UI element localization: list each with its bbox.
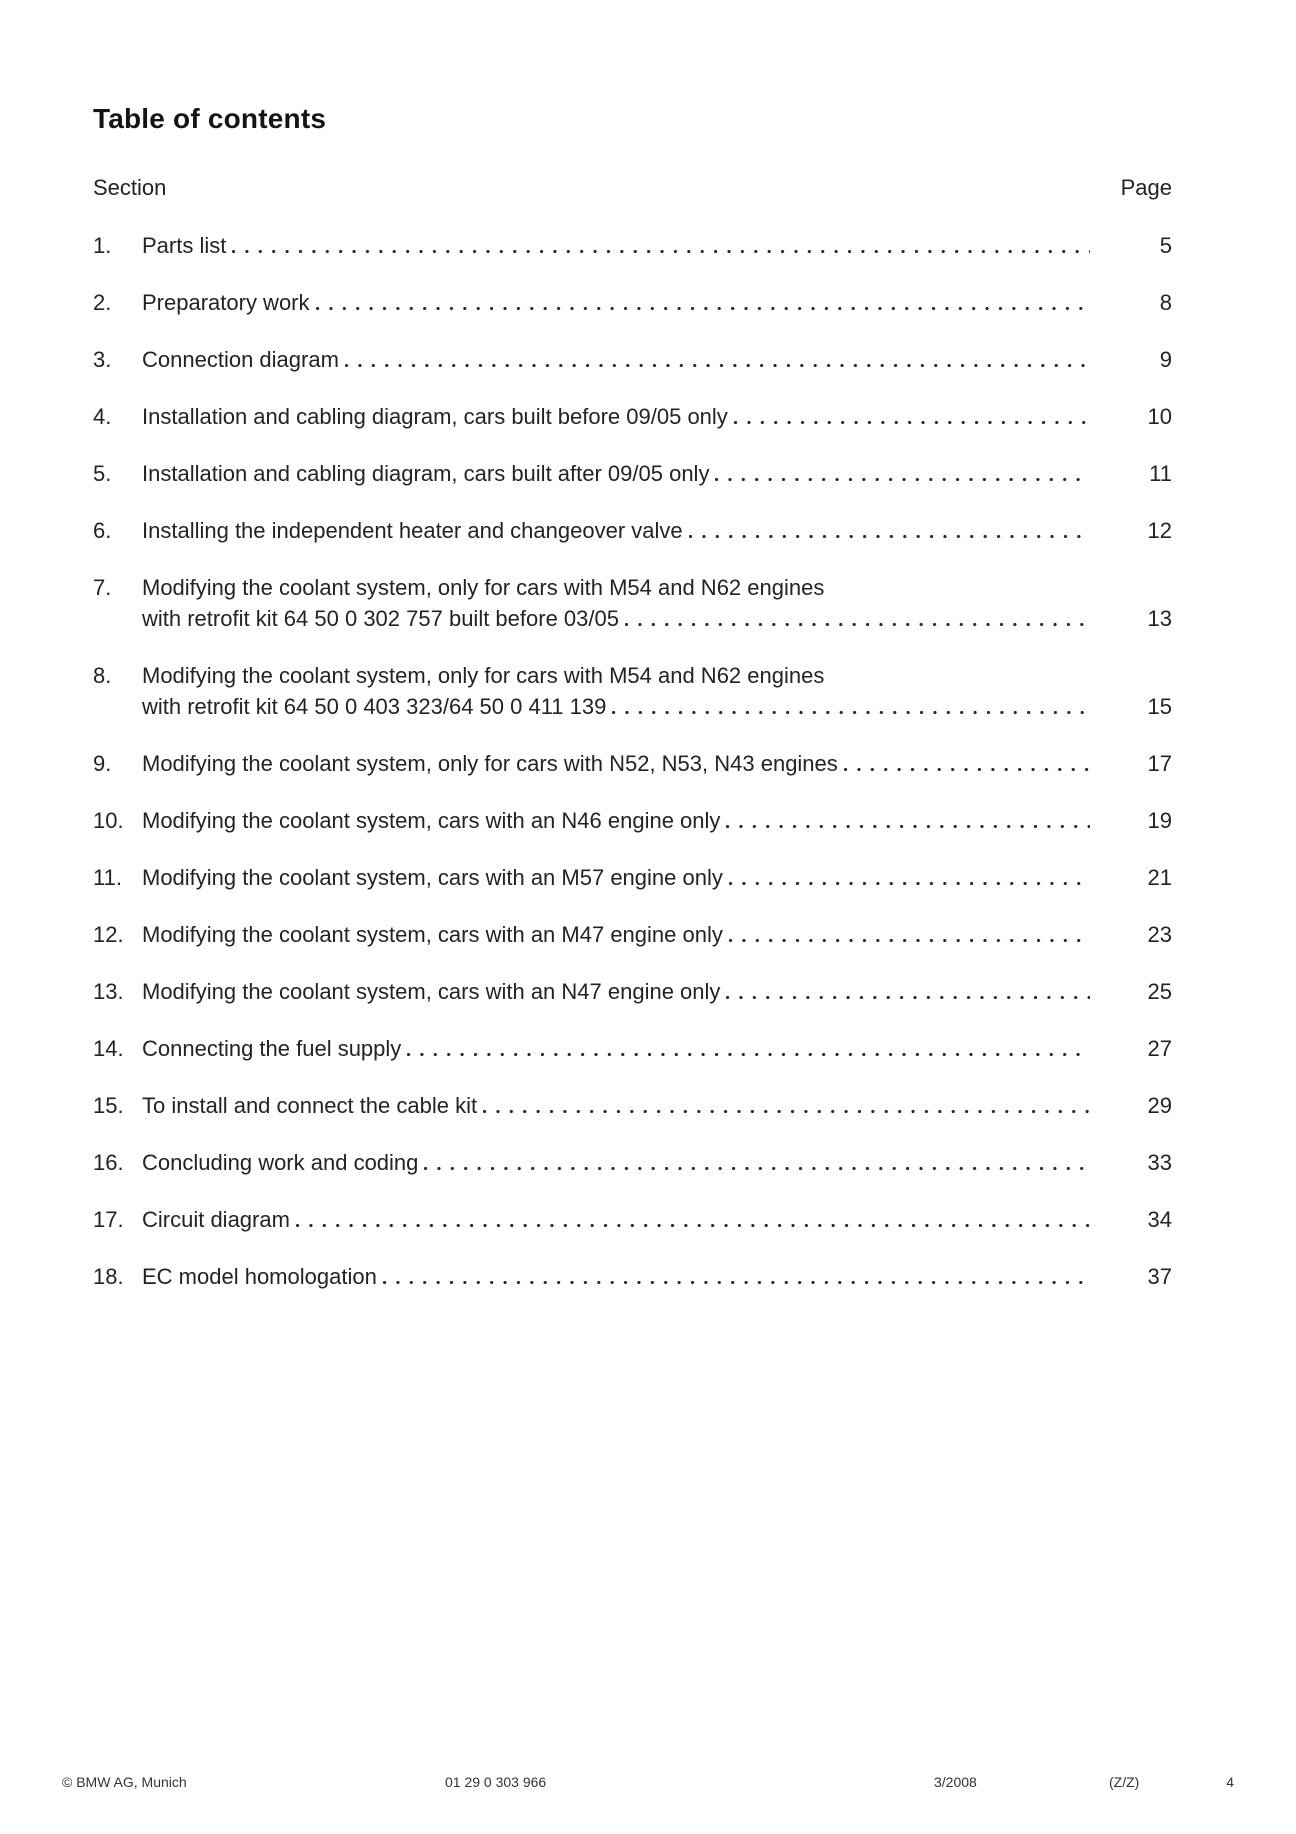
toc-entry-page: 9 xyxy=(1159,347,1172,372)
toc-entry-number: 16. xyxy=(93,1150,124,1175)
toc-leader-dots xyxy=(316,307,1090,310)
toc-leader-dots xyxy=(734,421,1090,424)
page-column-header: Page xyxy=(1120,175,1172,200)
toc-entry-title xyxy=(142,230,1116,261)
toc-entry-page: 5 xyxy=(1159,233,1172,258)
toc-entry-title-text: Modifying the coolant system, cars with an M57 engine only xyxy=(142,865,723,890)
toc-entry-title xyxy=(142,1090,1116,1121)
toc-leader-dots xyxy=(232,250,1090,253)
toc-entry-title xyxy=(142,748,1116,779)
toc-entry-title-text: Modifying the coolant system, cars with an M47 engine only xyxy=(142,922,723,947)
page-footer xyxy=(0,1774,1296,1796)
toc-entry-title-text: Connection diagram xyxy=(142,347,339,372)
footer-revision-code: (Z/Z) xyxy=(1109,1774,1140,1790)
toc-entry-title-text: Modifying the coolant system, cars with an N46 engine only xyxy=(142,808,721,833)
toc-entry-title-text: Concluding work and coding xyxy=(142,1150,419,1175)
toc-entry xyxy=(93,660,1172,722)
toc-entry-page: 37 xyxy=(1147,1264,1172,1289)
toc-entry xyxy=(93,748,1172,779)
toc-leader-dots xyxy=(407,1053,1090,1056)
toc-entry-list xyxy=(93,230,1172,1318)
toc-entry-number: 5. xyxy=(93,461,112,486)
toc-entry-title-text: Modifying the coolant system, cars with an N47 engine only xyxy=(142,979,721,1004)
toc-entry-title-line xyxy=(142,805,1116,836)
toc-entry-title xyxy=(142,287,1116,318)
toc-leader-dots xyxy=(726,996,1090,999)
toc-entry-number: 4. xyxy=(93,404,112,429)
toc-entry-page: 27 xyxy=(1147,1036,1172,1061)
toc-entry-title-text: Installation and cabling diagram, cars built after 09/05 only xyxy=(142,461,710,486)
toc-entry-title-text: Modifying the coolant system, only for cars with M54 and N62 engines xyxy=(142,575,825,600)
toc-entry xyxy=(93,862,1172,893)
toc-entry-title xyxy=(142,458,1116,489)
toc-entry-number: 10. xyxy=(93,808,124,833)
toc-leader-dots xyxy=(625,623,1090,626)
toc-entry-title xyxy=(142,1147,1116,1178)
toc-leader-dots xyxy=(345,364,1090,367)
toc-entry xyxy=(93,1204,1172,1235)
toc-entry-title xyxy=(142,344,1116,375)
toc-leader-dots xyxy=(729,882,1090,885)
toc-entry-title-line xyxy=(142,572,1116,603)
toc-entry-page: 29 xyxy=(1147,1093,1172,1118)
toc-entry xyxy=(93,230,1172,261)
toc-entry-title-text: Preparatory work xyxy=(142,290,310,315)
toc-entry-title-text: Circuit diagram xyxy=(142,1207,290,1232)
toc-entry-number: 8. xyxy=(93,663,112,688)
toc-entry-title xyxy=(142,1033,1116,1064)
toc-entry xyxy=(93,344,1172,375)
footer-date: 3/2008 xyxy=(934,1774,977,1790)
toc-entry-page: 12 xyxy=(1147,518,1172,543)
toc-entry-title-line xyxy=(142,862,1116,893)
toc-entry xyxy=(93,919,1172,950)
toc-leader-dots xyxy=(483,1110,1090,1113)
toc-entry-title-text: Connecting the fuel supply xyxy=(142,1036,402,1061)
toc-entry-page: 23 xyxy=(1147,922,1172,947)
toc-entry-title-line xyxy=(142,401,1116,432)
toc-leader-dots xyxy=(726,825,1090,828)
toc-entry-title-line xyxy=(142,1204,1116,1235)
toc-entry-page: 33 xyxy=(1147,1150,1172,1175)
toc-entry-title-line xyxy=(142,919,1116,950)
toc-entry-title-line xyxy=(142,1090,1116,1121)
toc-entry xyxy=(93,1261,1172,1292)
toc-entry-number: 1. xyxy=(93,233,112,258)
toc-entry xyxy=(93,1147,1172,1178)
toc-entry-number: 12. xyxy=(93,922,124,947)
toc-entry-title xyxy=(142,976,1116,1007)
toc-entry-title-line xyxy=(142,230,1116,261)
toc-entry-title xyxy=(142,919,1116,950)
toc-entry-page: 15 xyxy=(1147,694,1172,719)
toc-entry-title-line xyxy=(142,976,1116,1007)
toc-entry-page: 11 xyxy=(1149,461,1172,486)
toc-entry-page: 10 xyxy=(1147,404,1172,429)
toc-entry-title-line xyxy=(142,691,1116,722)
toc-entry-title xyxy=(142,1261,1116,1292)
toc-entry xyxy=(93,1033,1172,1064)
toc-leader-dots xyxy=(689,535,1090,538)
footer-page-number: 4 xyxy=(1226,1774,1234,1790)
toc-entry-number: 6. xyxy=(93,518,112,543)
toc-entry-page: 25 xyxy=(1147,979,1172,1004)
toc-leader-dots xyxy=(729,939,1090,942)
toc-entry-number: 15. xyxy=(93,1093,124,1118)
toc-entry-title-line xyxy=(142,1033,1116,1064)
toc-entry-title-text: with retrofit kit 64 50 0 302 757 built before 03/05 xyxy=(142,606,619,631)
toc-leader-dots xyxy=(612,711,1090,714)
toc-entry-number: 11. xyxy=(93,865,122,890)
toc-entry-title xyxy=(142,572,1116,634)
toc-entry-number: 17. xyxy=(93,1207,124,1232)
toc-entry xyxy=(93,805,1172,836)
toc-entry-number: 3. xyxy=(93,347,112,372)
toc-entry-title-line xyxy=(142,344,1116,375)
toc-entry-page: 34 xyxy=(1147,1207,1172,1232)
toc-entry-title-line xyxy=(142,287,1116,318)
toc-entry-number: 7. xyxy=(93,575,112,600)
toc-entry-number: 18. xyxy=(93,1264,124,1289)
toc-entry-title xyxy=(142,660,1116,722)
toc-leader-dots xyxy=(844,768,1090,771)
toc-entry xyxy=(93,401,1172,432)
toc-entry-number: 13. xyxy=(93,979,124,1004)
toc-entry-number: 2. xyxy=(93,290,112,315)
page-title: Table of contents xyxy=(93,102,327,134)
toc-entry-page: 21 xyxy=(1147,865,1172,890)
toc-entry-title xyxy=(142,1204,1116,1235)
toc-entry-title xyxy=(142,805,1116,836)
toc-entry xyxy=(93,515,1172,546)
toc-leader-dots xyxy=(715,478,1090,481)
toc-entry-title-text: EC model homologation xyxy=(142,1264,377,1289)
toc-entry-title-text: Installing the independent heater and changeover valve xyxy=(142,518,683,543)
toc-entry-title-line xyxy=(142,603,1116,634)
toc-entry xyxy=(93,572,1172,634)
toc-entry-title-text: Modifying the coolant system, only for cars with M54 and N62 engines xyxy=(142,663,825,688)
toc-entry-page: 13 xyxy=(1147,606,1172,631)
toc-entry-number: 14. xyxy=(93,1036,124,1061)
footer-document-number: 01 29 0 303 966 xyxy=(445,1774,547,1790)
toc-entry-page: 19 xyxy=(1147,808,1172,833)
toc-entry-title-line xyxy=(142,660,1116,691)
toc-entry-page: 8 xyxy=(1159,290,1172,315)
footer-copyright: © BMW AG, Munich xyxy=(62,1774,187,1790)
toc-entry-title-text: Installation and cabling diagram, cars built before 09/05 only xyxy=(142,404,728,429)
toc-entry-title-text: To install and connect the cable kit xyxy=(142,1093,478,1118)
toc-entry-title-text: with retrofit kit 64 50 0 403 323/64 50 0 411 139 xyxy=(142,694,607,719)
toc-entry xyxy=(93,976,1172,1007)
toc-leader-dots xyxy=(383,1281,1090,1284)
toc-entry-title-line xyxy=(142,748,1116,779)
toc-leader-dots xyxy=(296,1224,1090,1227)
toc-entry xyxy=(93,287,1172,318)
toc-entry-title-line xyxy=(142,1261,1116,1292)
toc-entry-title-line xyxy=(142,1147,1116,1178)
toc-column-headers xyxy=(93,172,1172,203)
toc-leader-dots xyxy=(424,1167,1090,1170)
toc-entry-number: 9. xyxy=(93,751,112,776)
toc-entry-title xyxy=(142,401,1116,432)
toc-entry-title-line xyxy=(142,515,1116,546)
toc-entry xyxy=(93,1090,1172,1121)
toc-entry-title-text: Parts list xyxy=(142,233,227,258)
toc-entry xyxy=(93,458,1172,489)
section-column-header: Section xyxy=(93,175,167,200)
toc-entry-title-line xyxy=(142,458,1116,489)
toc-entry-title-text: Modifying the coolant system, only for cars with N52, N53, N43 engines xyxy=(142,751,838,776)
toc-entry-page: 17 xyxy=(1147,751,1172,776)
toc-entry-title xyxy=(142,862,1116,893)
toc-entry-title xyxy=(142,515,1116,546)
